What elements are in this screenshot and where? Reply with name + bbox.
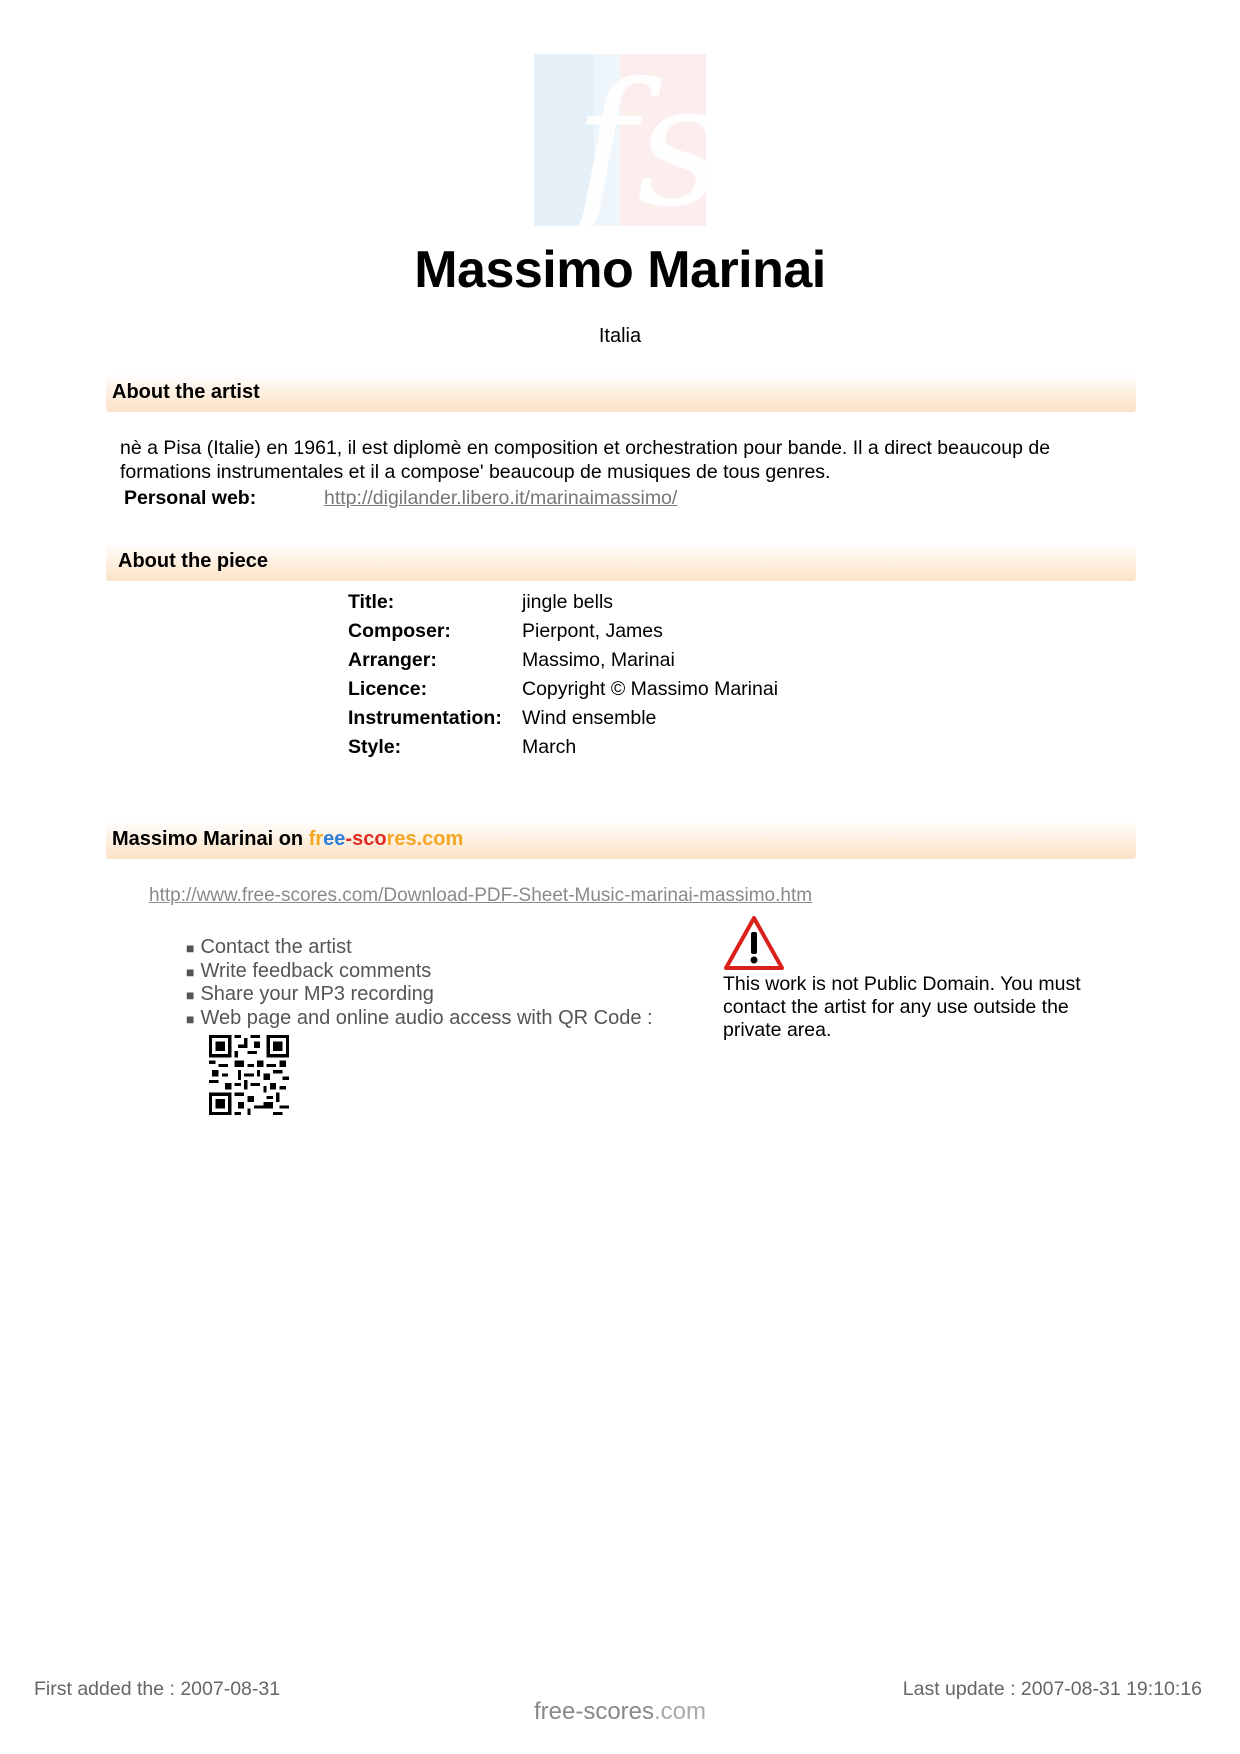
warning-triangle-icon bbox=[723, 915, 785, 971]
footer-brand-tld: .com bbox=[654, 1698, 707, 1725]
piece-label: Instrumentation: bbox=[348, 707, 502, 729]
footer-brand bbox=[0, 1698, 1240, 1726]
piece-value: Copyright © Massimo Marinai bbox=[522, 678, 779, 700]
piece-value: Wind ensemble bbox=[522, 707, 657, 729]
personal-web-link[interactable]: http://digilander.libero.it/marinaimassimo/ bbox=[324, 487, 678, 509]
piece-value: Pierpont, James bbox=[522, 620, 663, 642]
about-piece-heading-text: About the piece bbox=[118, 550, 269, 572]
brand-part: fr bbox=[308, 828, 324, 850]
footer-brand-main: free-scores bbox=[533, 1698, 655, 1725]
free-scores-brand bbox=[309, 828, 464, 850]
bullet-icon: ■ bbox=[186, 987, 195, 1003]
artist-country: Italia bbox=[598, 325, 642, 347]
brand-part: - bbox=[345, 828, 353, 850]
free-scores-page-link[interactable]: http://www.free-scores.com/Download-PDF-Sheet-Music-marinai-massimo.htm bbox=[149, 885, 813, 906]
piece-row-licence bbox=[348, 678, 778, 707]
brand-part: res bbox=[386, 828, 417, 850]
contact-artist-link[interactable]: Contact the artist bbox=[200, 936, 352, 958]
qr-code[interactable] bbox=[209, 1035, 289, 1115]
on-free-scores-prefix: Massimo Marinai on bbox=[112, 828, 304, 850]
about-piece-heading bbox=[106, 543, 1136, 581]
piece-row-arranger bbox=[348, 649, 778, 678]
piece-row-instrumentation bbox=[348, 707, 778, 736]
brand-part: sco bbox=[352, 828, 387, 850]
piece-label: Arranger: bbox=[348, 649, 437, 671]
brand-part: .com bbox=[416, 828, 464, 850]
piece-details-table bbox=[348, 591, 778, 765]
piece-label: Title: bbox=[348, 591, 395, 613]
brand-part: ee bbox=[323, 828, 346, 850]
last-update-date: Last update : 2007-08-31 19:10:16 bbox=[902, 1678, 1202, 1700]
about-artist-heading bbox=[106, 374, 1136, 412]
public-domain-warning: This work is not Public Domain. You must contact the artist for any use outside the private area. bbox=[723, 973, 1081, 1041]
on-free-scores-heading bbox=[106, 821, 1136, 859]
list-item[interactable] bbox=[186, 936, 653, 960]
first-added-date: First added the : 2007-08-31 bbox=[34, 1678, 281, 1700]
free-scores-logo bbox=[534, 47, 725, 245]
piece-row-composer bbox=[348, 620, 778, 649]
feedback-link[interactable]: Write feedback comments bbox=[200, 959, 432, 982]
artist-bio: nè a Pisa (Italie) en 1961, il est diplomè en composition et orchestration pour bande. Il a direct beaucoup de formations instrumentales et il a compose' beaucoup de musiques de tous genres. bbox=[120, 437, 1051, 483]
qr-code-label: Web page and online audio access with QR Code : bbox=[200, 1006, 653, 1029]
svg-text:fs: fs bbox=[574, 47, 725, 245]
personal-web-label: Personal web: bbox=[124, 487, 257, 509]
list-item[interactable] bbox=[186, 983, 653, 1007]
piece-value: jingle bells bbox=[522, 591, 614, 613]
about-artist-heading-text: About the artist bbox=[112, 381, 260, 403]
piece-label: Composer: bbox=[348, 620, 451, 642]
artist-name: Massimo Marinai bbox=[414, 241, 826, 299]
list-item[interactable] bbox=[186, 960, 653, 984]
share-mp3-link[interactable]: Share your MP3 recording bbox=[200, 983, 434, 1005]
piece-value: March bbox=[522, 736, 577, 758]
bullet-icon: ■ bbox=[186, 963, 195, 980]
artist-actions-list bbox=[186, 936, 653, 1030]
piece-label: Licence: bbox=[348, 678, 428, 700]
piece-row-title bbox=[348, 591, 778, 620]
list-item bbox=[186, 1007, 653, 1031]
piece-row-style bbox=[348, 736, 778, 765]
piece-value: Massimo, Marinai bbox=[522, 649, 675, 671]
piece-label: Style: bbox=[348, 736, 402, 758]
bullet-icon: ■ bbox=[186, 1010, 195, 1027]
bullet-icon: ■ bbox=[186, 940, 195, 956]
